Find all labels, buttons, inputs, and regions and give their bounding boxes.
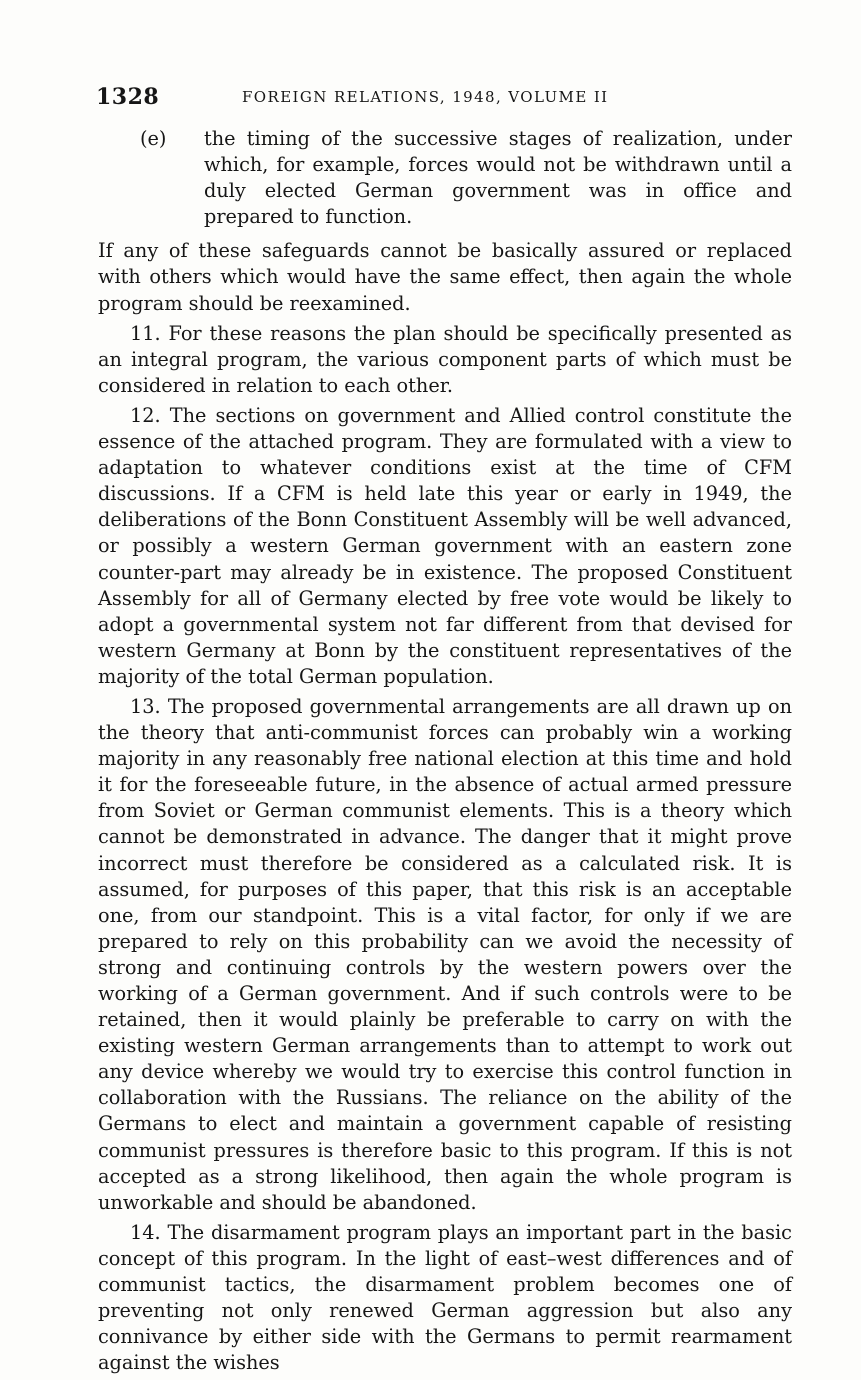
body-text [98, 126, 792, 1380]
paragraph-number: 11. [130, 321, 161, 345]
paragraph-text: The sections on government and Allied control constitute the essence of the attached program. They are formulated with a view to adaptation to whatever conditions exist at the time of CFM discussions. If a CFM is held late this year or early in 1949, the deliberations of the Bonn Constituent Assembly will be well advanced, or possibly a western German government with an eastern zone counter-part may already be in existence. The proposed Constituent Assembly for all of Germany elected by free vote would be likely to adopt a governmental system not far different from that devised for western Germany at Bonn by the constituent representatives of the majority of the total German population. [98, 403, 792, 688]
paragraph-number: 14. [130, 1220, 161, 1244]
paragraph-number: 12. [130, 403, 161, 427]
paragraph-text: The disarmament program plays an important part in the basic concept of this program. In the light of east–west differences and of communist tactics, the disarmament problem becomes one of preventing not only renewed German aggression but also any connivance by either side with the Germans to permit rearmament against the wishes [98, 1220, 792, 1375]
paragraph-safeguards: If any of these safeguards cannot be basically assured or replaced with others which would have the same effect, then again the whole program should be reexamined. [98, 239, 792, 315]
page-number: 1328 [96, 84, 160, 110]
paragraph-text: For these reasons the plan should be specifically presented as an integral program, the various component parts of which must be considered in relation to each other. [98, 321, 792, 397]
paragraph-text: The proposed governmental arrangements are all drawn up on the theory that anti-communist forces can probably win a working majority in any reasonably free national election at this time and hold it for the foreseeable future, in the absence of actual armed pressure from Soviet or German communist elements. This is a theory which cannot be demonstrated in advance. The danger that it might prove incorrect must therefore be considered as a calculated risk. It is assumed, for purposes of this paper, that this risk is an acceptable one, from our standpoint. This is a vital factor, for only if we are prepared to rely on this probability can we avoid the necessity of strong and continuing controls by the western powers over the working of a German government. And if such controls were to be retained, then it would plainly be preferable to carry on with the existing western German arrangements than to attempt to work out any device whereby we would try to exercise this control function in collaboration with the Russians. The reliance on the ability of the Germans to elect and maintain a government capable of resisting communist pressures is therefore basic to this program. If this is not accepted as a strong likelihood, then again the whole program is unworkable and should be abandoned. [98, 694, 792, 1214]
paragraph-13 [98, 694, 792, 1216]
running-head: FOREIGN RELATIONS, 1948, VOLUME II [242, 88, 609, 106]
paragraph-12 [98, 403, 792, 690]
paragraph-number: 13. [130, 694, 161, 718]
list-item-e [98, 126, 792, 230]
list-item-text: the timing of the successive stages of realization, under which, for example, forces would not be withdrawn until a duly elected German government was in office and prepared to function. [204, 127, 792, 229]
list-item-marker: (e) [140, 127, 167, 150]
paragraph-11 [98, 321, 792, 399]
paragraph-14 [98, 1220, 792, 1377]
page-header [96, 84, 796, 116]
